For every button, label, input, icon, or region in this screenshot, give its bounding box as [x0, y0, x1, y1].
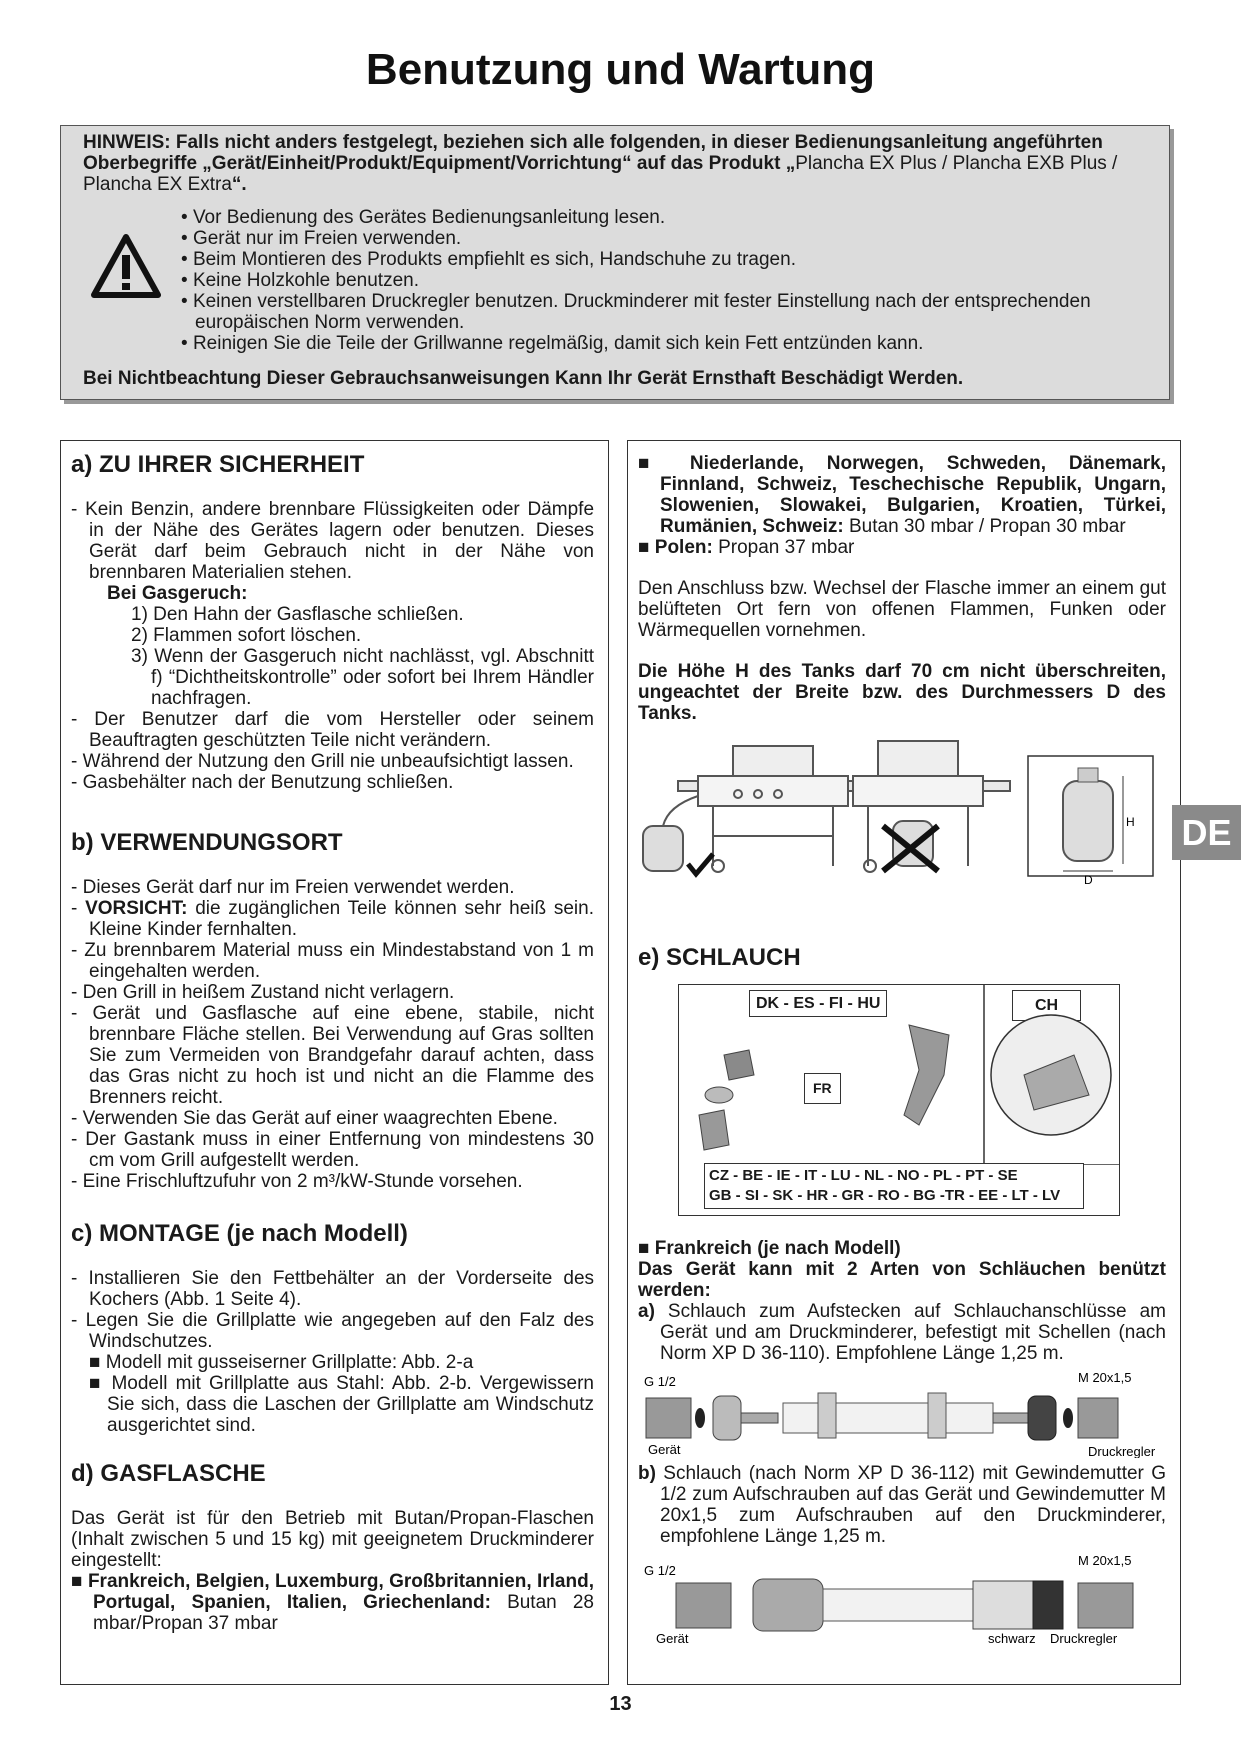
- safety-item: - Kein Benzin, andere brennbare Flüssigkeiten oder Dämpfe in der Nähe des Gerätes lagern oder benutzen. Dieses Gerät darf beim Gebrauch nicht in der Nähe von brennbaren Materialien stehen. Bei Gasgeruch: 1) Den Hahn der Gasflasche schließen. 2) Flammen sofort löschen. 3) Wenn der Gasgeruch nicht nachlässt, vgl. Abschnitt f) “Dichtheitskontrolle” oder sofort bei Ihrem Händler nachfragen.: [71, 499, 594, 709]
- hose-connector-figure: [678, 984, 1120, 1216]
- section-b-heading: b) VERWENDUNGSORT: [71, 829, 343, 856]
- location-item: - Zu brennbarem Material muss ein Mindestabstand von 1 m eingehalten werden.: [71, 940, 594, 982]
- notice-product: Plancha EX Plus / Plancha EXB Plus / Plancha EX Extra: [83, 153, 1118, 195]
- warning-list: [181, 207, 1151, 354]
- fig-b-geraet: Gerät: [656, 1631, 689, 1646]
- left-column: [60, 440, 609, 1685]
- page-title: Benutzung und Wartung: [365, 45, 876, 94]
- location-list: [71, 877, 594, 1192]
- hose-connectors-illustration: [679, 985, 1119, 1165]
- france-subtitle: Das Gerät kann mit 2 Arten von Schläuchen benützt werden:: [638, 1259, 1166, 1301]
- fig-a-g12: G 1/2: [644, 1374, 676, 1389]
- fig-a-geraet: Gerät: [648, 1442, 681, 1457]
- notice-box: [60, 125, 1170, 400]
- section-d: [71, 1460, 594, 1634]
- gas-smell-steps: [107, 604, 594, 709]
- hose-type-b-figure: [638, 1551, 1166, 1647]
- grill-incorrect-illustration: [853, 741, 1010, 872]
- warning-item: • Vor Bedienung des Gerätes Bedienungsanleitung lesen.: [181, 207, 1151, 228]
- safety-item: - Gasbehälter nach der Benutzung schließen.: [71, 772, 594, 793]
- location-item: - Gerät und Gasflasche auf eine ebene, stabile, nicht brennbare Fläche stellen. Bei Verwendung auf Gras sollten Sie zum Vermeiden von Brandgefahr darauf achten, dass das Gras nicht zu hoch ist und nicht an die Flamme des Brenners reicht.: [71, 1003, 594, 1108]
- assembly-item: - Installieren Sie den Fettbehälter an der Vorderseite des Kochers (Abb. 1 Seite 4).: [71, 1268, 594, 1310]
- warning-triangle-icon: [91, 233, 161, 299]
- dim-h-label: H: [1126, 815, 1135, 829]
- fig-b-g12: G 1/2: [644, 1563, 676, 1578]
- section-d-heading: d) GASFLASCHE: [71, 1460, 266, 1487]
- fig-a-druckregler: Druckregler: [1088, 1444, 1156, 1458]
- gas-step: 2) Flammen sofort löschen.: [131, 625, 362, 646]
- safety-item: - Während der Nutzung den Grill nie unbeaufsichtigt lassen.: [71, 751, 594, 772]
- fig-b-druckregler: Druckregler: [1050, 1631, 1118, 1646]
- warning-block: [83, 207, 1151, 354]
- tank-height-note: Die Höhe H des Tanks darf 70 cm nicht überschreiten, ungeachtet der Breite bzw. des Durchmessers D des Tanks.: [638, 661, 1166, 724]
- page-number: 13: [609, 1693, 632, 1715]
- right-column: [627, 440, 1181, 1685]
- location-item: - Den Grill in heißem Zustand nicht verlagern.: [71, 982, 594, 1003]
- fig-b-m20: M 20x1,5: [1078, 1553, 1132, 1568]
- hose-type-b: b) Schlauch (nach Norm XP D 36-112) mit Gewindemutter G 1/2 zum Aufschrauben auf das Gerät und Gewindemutter M 20x1,5 zum Aufschrauben auf den Druckminderer, empfohlene Länge 1,25 m.: [638, 1463, 1166, 1547]
- notice-intro: [83, 132, 1151, 195]
- hose-type-list-b: [638, 1463, 1166, 1547]
- notice-intro-end: “.: [231, 174, 247, 195]
- gas-bottle-paragraph: Das Gerät ist für den Betrieb mit Butan/Propan-Flaschen (Inhalt zwischen 5 und 15 kg) mit geeignetem Druckminderer eingestellt:: [71, 1508, 594, 1571]
- country-item: ■ Frankreich, Belgien, Luxemburg, Großbritannien, Irland, Portugal, Spanien, Italien, Griechenland: Butan 28 mbar/Propan 37 mbar: [71, 1571, 594, 1634]
- section-c-heading: c) MONTAGE (je nach Modell): [71, 1220, 408, 1247]
- country-list-1: [71, 1571, 594, 1634]
- warning-item: • Beim Montieren des Produkts empfiehlt es sich, Handschuhe zu tragen.: [181, 249, 1151, 270]
- location-item: - Dieses Gerät darf nur im Freien verwendet werden.: [71, 877, 594, 898]
- country-item: ■ Niederlande, Norwegen, Schweden, Dänemark, Finnland, Schweiz, Teschechische Republik, Ungarn, Slowenien, Slowakei, Bulgarien, Kroatien, Türkei, Rumänien, Schweiz: Butan 30 mbar / Propan 30 mbar: [638, 453, 1166, 537]
- assembly-item: - Legen Sie die Grillplatte wie angegeben auf den Falz des Windschutzes. ■ Modell mit gusseiserner Grillplatte: Abb. 2-a ■ Modell mit Grillplatte aus Stahl: Abb. 2-b. Vergewissern Sie sich, dass die Laschen der Grillplatte am Windschutz ausgerichtet sind.: [71, 1310, 594, 1436]
- assembly-sublist: [89, 1352, 594, 1436]
- assembly-subitem: ■ Modell mit Grillplatte aus Stahl: Abb. 2-b. Vergewissern Sie sich, dass die Laschen der Grillplatte am Windschutz ausgerichtet sind.: [89, 1373, 594, 1436]
- grill-correct-illustration: [643, 746, 873, 872]
- label-countries-row1: CZ - BE - IE - IT - LU - NL - NO - PL - PT - SE: [709, 1167, 1018, 1184]
- country-item: ■ Polen: Propan 37 mbar: [638, 537, 1166, 558]
- warning-item: • Keinen verstellbaren Druckregler benutzen. Druckminderer mit fester Einstellung nach der entsprechenden europäischen Norm verwenden.: [181, 291, 1151, 333]
- connection-paragraph: Den Anschluss bzw. Wechsel der Flasche immer an einem gut belüfteten Ort fern von offenen Flammen, Funken oder Wärmequellen vornehmen.: [638, 578, 1166, 641]
- section-e-heading: e) SCHLAUCH: [638, 944, 801, 971]
- label-country-codes: [704, 1163, 1084, 1209]
- warning-item: • Keine Holzkohle benutzen.: [181, 270, 1151, 291]
- gas-step: 3) Wenn der Gasgeruch nicht nachlässt, vgl. Abschnitt f) “Dichtheitskontrolle” oder sofort bei Ihrem Händler nachfragen.: [131, 646, 594, 709]
- label-ch: CH: [1012, 990, 1081, 1021]
- notice-intro-bold: HINWEIS: Falls nicht anders festgelegt, beziehen sich alle folgenden, in dieser Bedienungsanleitung angeführten Oberbegriffe „Gerät/Einheit/Produkt/Equipment/Vorrichtung“ auf das Produkt „: [83, 132, 1103, 174]
- france-title: ■ Frankreich (je nach Modell): [638, 1238, 901, 1259]
- label-countries-row2: GB - SI - SK - HR - GR - RO - BG -TR - EE - LT - LV: [709, 1187, 1061, 1204]
- location-item: - Der Gastank muss in einer Entfernung von mindestens 30 cm vom Grill aufgestellt werden.: [71, 1129, 594, 1171]
- safety-item: - Der Benutzer darf die vom Hersteller oder seinem Beauftragten geschützten Teile nicht verändern.: [71, 709, 594, 751]
- gas-smell-title: Bei Gasgeruch:: [107, 583, 248, 604]
- label-dk-es-fi-hu: DK - ES - FI - HU: [749, 990, 887, 1017]
- hose-type-a-figure: [638, 1368, 1166, 1458]
- section-a: [71, 451, 594, 793]
- fig-b-schwarz: schwarz: [988, 1631, 1036, 1646]
- hose-type-list: [638, 1301, 1166, 1364]
- language-tab: DE: [1172, 805, 1241, 860]
- section-a-heading: a) ZU IHRER SICHERHEIT: [71, 451, 365, 478]
- section-b: [71, 829, 594, 1192]
- notice-footer: Bei Nichtbeachtung Dieser Gebrauchsanweisungen Kann Ihr Gerät Ernsthaft Beschädigt Werden.: [83, 368, 964, 389]
- location-item: - VORSICHT: die zugänglichen Teile können sehr heiß sein. Kleine Kinder fernhalten.: [71, 898, 594, 940]
- country-list-2: [638, 453, 1166, 558]
- assembly-subitem: ■ Modell mit gusseiserner Grillplatte: Abb. 2-a: [89, 1352, 594, 1373]
- dim-d-label: D: [1084, 873, 1093, 886]
- location-item: - Verwenden Sie das Gerät auf einer waagrechten Ebene.: [71, 1108, 594, 1129]
- safety-list: [71, 499, 594, 793]
- hose-type-a: a) Schlauch zum Aufstecken auf Schlauchanschlüsse am Gerät und am Druckminderer, befestigt mit Schellen (nach Norm XP D 36-110). Empfohlene Länge 1,25 m.: [638, 1301, 1166, 1364]
- assembly-list: [71, 1268, 594, 1436]
- check-mark-icon: [688, 854, 713, 874]
- label-fr: FR: [804, 1073, 841, 1104]
- warning-item: • Reinigen Sie die Teile der Grillwanne regelmäßig, damit sich kein Fett entzünden kann.: [181, 333, 1151, 354]
- location-item: - Eine Frischluftzufuhr von 2 m³/kW-Stunde vorsehen.: [71, 1171, 594, 1192]
- gas-step: 1) Den Hahn der Gasflasche schließen.: [131, 604, 464, 625]
- gas-bottle-placement-figure: [638, 736, 1166, 886]
- france-hose-section: [638, 1238, 1166, 1652]
- section-c: [71, 1220, 594, 1436]
- fig-a-m20: M 20x1,5: [1078, 1370, 1132, 1385]
- warning-item: • Gerät nur im Freien verwenden.: [181, 228, 1151, 249]
